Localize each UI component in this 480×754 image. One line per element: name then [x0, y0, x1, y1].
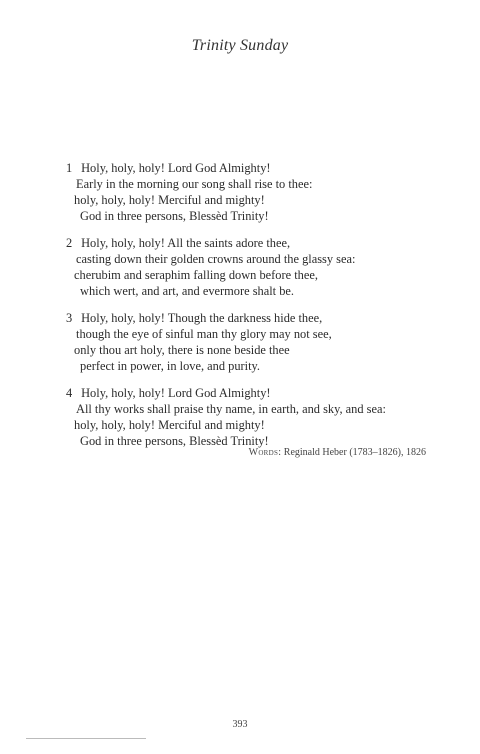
words-credit	[249, 447, 426, 458]
verse-line: holy, holy, holy! Merciful and mighty!	[74, 193, 265, 207]
verse-line: Early in the morning our song shall rise to thee:	[76, 177, 313, 191]
verse-number: 1	[66, 161, 73, 175]
bottom-rule	[26, 738, 146, 739]
verse-1	[66, 160, 466, 224]
page-title: Trinity Sunday	[191, 37, 289, 54]
verse-line: perfect in power, in love, and purity.	[80, 359, 261, 373]
verse-number: 2	[66, 236, 73, 250]
page-number: 393	[232, 719, 248, 730]
verse-line: which wert, and art, and evermore shalt be.	[80, 284, 294, 298]
verse-line: casting down their golden crowns around the glassy sea:	[76, 252, 356, 266]
verse-number: 4	[66, 386, 73, 400]
verse-line: only thou art holy, there is none beside thee	[74, 343, 290, 357]
verse-line: cherubim and seraphim falling down before thee,	[74, 268, 318, 282]
verse-line: 3 Holy, holy, holy! Though the darkness hide thee,	[66, 311, 323, 325]
credit-text: Reginald Heber (1783–1826), 1826	[283, 447, 426, 458]
verse-2	[66, 235, 466, 299]
verse-line: though the eye of sinful man thy glory may not see,	[76, 327, 332, 341]
verse-line: All thy works shall praise thy name, in earth, and sky, and sea:	[76, 402, 386, 416]
verse-line: 2 Holy, holy, holy! All the saints adore thee,	[66, 236, 291, 250]
verse-line: 4 Holy, holy, holy! Lord God Almighty!	[66, 386, 271, 400]
verse-list	[66, 160, 466, 460]
verse-line: God in three persons, Blessèd Trinity!	[80, 434, 269, 448]
verse-4	[66, 385, 466, 449]
verse-line: God in three persons, Blessèd Trinity!	[80, 209, 269, 223]
verse-number: 3	[66, 311, 73, 325]
verse-line: 1 Holy, holy, holy! Lord God Almighty!	[66, 161, 271, 175]
verse-line: holy, holy, holy! Merciful and mighty!	[74, 418, 265, 432]
credit-label: Words:	[248, 447, 282, 458]
verse-3	[66, 310, 466, 374]
